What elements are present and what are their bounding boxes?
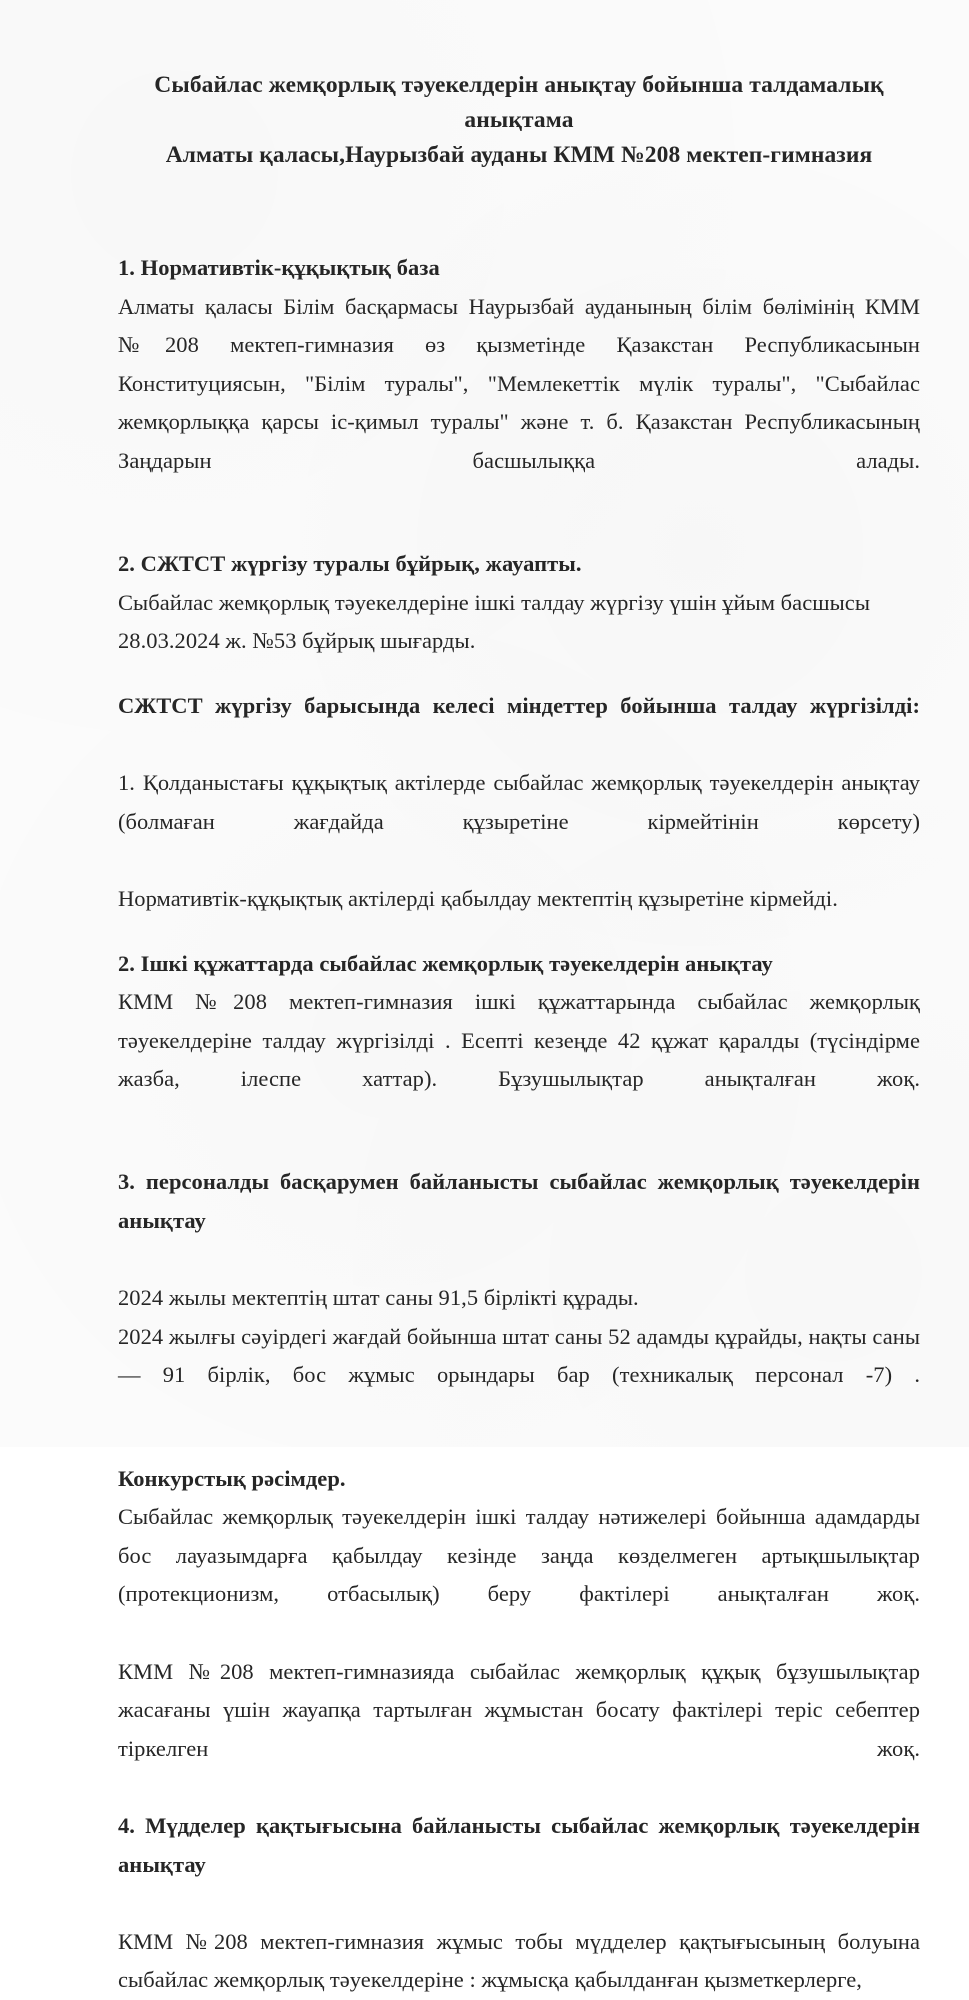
section-3-item-1: 1. Қолданыстағы құқықтық актілерде сыбайлас жемқорлық тәуекелдерін анықтау (болмаған жағдайда құзыретіне кірмейтінін көрсету) [118, 770, 920, 834]
document-text-column [118, 0, 920, 1993]
section-3-item-1-note: Нормативтік-құқықтық актілерді қабылдау мектептің құзыретіне кірмейді. [118, 885, 838, 911]
section-7-body: КММ №208 мектеп-гимназия жұмыс тобы мүдделер қақтығысының болуына сыбайлас жемқорлық тәуекелдеріне : жұмысқа қабылданған қызметкерлерге, [118, 1928, 920, 1993]
section-4-body: КММ №208 мектеп-гимназия ішкі құжаттарында сыбайлас жемқорлық тәуекелдеріне талдау жүргізілді . Есепті кезеңде 42 құжат қаралды (түсіндірме жазба, ілеспе хаттар). Бұзушылықтар анықталған жоқ. [118, 989, 920, 1092]
section-5-body-line-2: 2024 жылғы сәуірдегі жағдай бойынша штат саны 52 адамды құрайды, нақты саны — 91 бірлік, бос жұмыс орындары бар (техникалық персонал -7) . [118, 1323, 920, 1388]
spacer [118, 661, 920, 687]
section-1-heading: 1. Нормативтік-құқықтық база [118, 255, 440, 280]
document-title-line-1: Сыбайлас жемқорлық тәуекелдерін анықтау бойынша талдамалық [154, 72, 884, 98]
document-body [118, 217, 920, 2000]
spacer [118, 1434, 920, 1460]
section-2-body-line-1: Сыбайлас жемқорлық тәуекелдеріне ішкі талдау жүргізу үшін ұйым басшысы [118, 589, 870, 615]
section-5-body-line-1: 2024 жылы мектептің штат саны 91,5 бірлікті құрады. [118, 1285, 639, 1311]
spacer [118, 519, 920, 545]
document-title-line-2: анықтама [464, 107, 574, 133]
section-5-heading: 3. персоналды басқарумен байланысты сыбайлас жемқорлық тәуекелдерін анықтау [118, 1169, 920, 1234]
section-2-body-line-2: 28.03.2024 ж. №53 бұйрық шығарды. [118, 628, 476, 654]
section-3-heading: СЖТСТ жүргізу барысында келесі міндеттер бойынша талдау жүргізілді: [118, 692, 920, 718]
section-2-heading: 2. СЖТСТ жүргізу туралы бұйрық, жауапты. [118, 551, 582, 577]
section-1-body: Алматы қаласы Білім басқармасы Наурызбай ауданының білім бөлімінің КММ №208 мектеп-гимназия өз қызметінде Қазакстан Республикасынын Конституциясын, "Білім туралы", "Мемлекеттік мүлік туралы", "Сыбайлас жемқорлыққа қарсы іс-қимыл туралы" және т. б. Қазакстан Республикасының Заңдарын басшылыққа алады. [118, 293, 920, 473]
spacer [118, 1137, 920, 1163]
section-6-body-2: КММ №208 мектеп-гимназияда сыбайлас жемқорлық құқық бұзушылықтар жасағаны үшін жауапқа тартылған жұмыстан босату фактілері теріс себептер тіркелген жоқ. [118, 1658, 920, 1761]
section-6-body-1: Сыбайлас жемқорлық тәуекелдерін ішкі талдау нәтижелері бойынша адамдарды бос лауазымдарға қабылдау кезінде заңда көзделмеген артықшылықтар (протекционизм, отбасылық) беру фактілері анықталған жоқ. [118, 1504, 920, 1607]
spacer [118, 919, 920, 945]
section-7-heading: 4. Мүдделер қақтығысына байланысты сыбайлас жемқорлық тәуекелдерін анықтау [118, 1812, 920, 1877]
document-title [118, 0, 920, 138]
spacer [118, 217, 920, 249]
section-6-heading: Конкурстық рәсімдер. [118, 1465, 346, 1491]
document-subtitle: Алматы қаласы,Наурызбай ауданы КММ №208 мектеп-гимназия [165, 142, 873, 168]
section-4-heading: 2. Ішкі құжаттарда сыбайлас жемқорлық тәуекелдерін анықтау [118, 950, 773, 976]
